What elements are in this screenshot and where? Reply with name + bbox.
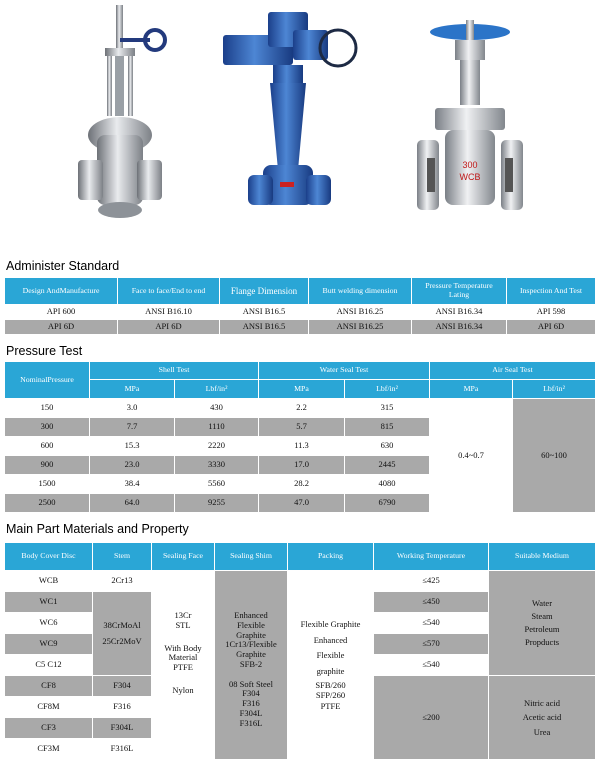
pressure-cell: 630 [345,437,429,455]
temp-cell: ≤540 [374,655,488,675]
temp-cell: ≤450 [374,592,488,612]
admin-cell: API 6D [118,320,219,334]
pressure-cell: 5.7 [259,418,344,436]
admin-cell: API 6D [5,320,117,334]
packing-cell [288,571,373,759]
pressure-cell: 2220 [175,437,258,455]
pressure-cell: 315 [345,399,429,417]
administer-standard-title: Administer Standard [6,259,120,273]
pressure-cell: 7.7 [90,418,174,436]
sealing-shim-line: F316 [242,698,260,709]
pressure-cell: 23.0 [90,456,174,474]
valve-marking-pressure: 300 [462,160,478,170]
pressure-cell: 3.0 [90,399,174,417]
pressure-cell: 2445 [345,456,429,474]
pressure-header-shell: Shell Test [90,362,258,379]
pressure-header-water-mpa: MPa [259,380,344,398]
pressure-cell: 3330 [175,456,258,474]
admin-header-pressure-temp: Pressure Temperature Lating [412,278,506,304]
medium-line: Nitric acid [523,697,561,708]
stem-cell: F316 [93,697,151,717]
sealing-shim-line: Graphite [236,649,266,660]
packing-line: PTFE [320,701,341,712]
pressure-cell: 28.2 [259,475,344,493]
pressure-cell: 6790 [345,494,429,512]
admin-cell: ANSI B16.25 [309,305,411,319]
packing-line: Flexible [316,650,345,661]
admin-header-face: Face to face/End to end [118,278,219,304]
stem-cell: F316L [93,739,151,759]
pressure-cell: 600 [5,437,89,455]
sealing-shim-cell [215,571,287,759]
sealing-shim-line: F304L [239,707,263,718]
packing-line: graphite [316,666,345,677]
pressure-header-shell-mpa: MPa [90,380,174,398]
pressure-cell: 9255 [175,494,258,512]
packing-line: SFB/260 [315,679,346,690]
sealing-face-line: With Body [164,642,202,653]
stem-cell: F304 [93,676,151,696]
medium-line: Propducts [525,637,559,648]
stem-cell: 25Cr2MoV [102,635,142,646]
pressure-cell: 47.0 [259,494,344,512]
medium-line: Urea [533,726,551,737]
pressure-header-shell-lbf: Lbf/in² [175,380,258,398]
air-seal-lbf-cell: 60~100 [513,399,595,512]
admin-cell: ANSI B16.25 [309,320,411,334]
packing-line: Enhanced [313,634,348,645]
materials-table [5,543,595,761]
sealing-shim-line: F304 [242,688,260,699]
pressure-cell: 64.0 [90,494,174,512]
materials-header-sealing-face: Sealing Face [152,543,214,570]
sealing-face-line: STL [175,619,191,630]
sealing-face-line: Nylon [172,684,194,695]
materials-header-stem: Stem [93,543,151,570]
materials-header-body: Body Cover Disc [5,543,92,570]
admin-cell: API 600 [5,305,117,319]
pressure-cell: 15.3 [90,437,174,455]
sealing-shim-line: SFB-2 [239,658,263,669]
pressure-header-water: Water Seal Test [259,362,429,379]
pressure-header-air: Air Seal Test [430,362,595,379]
pressure-test-title: Pressure Test [6,344,83,358]
body-cell: CF8M [5,697,92,717]
sealing-face-line: 13Cr [174,610,192,620]
medium-line: Petroleum [524,624,560,634]
pressure-header-water-lbf: Lbf/in² [345,380,429,398]
admin-cell: API 6D [507,320,595,334]
pressure-cell: 900 [5,456,89,474]
admin-header-design: Design AndManufacture [5,278,117,304]
medium-line: Water [531,597,553,608]
pressure-header-air-lbf: Lbf/in² [513,380,595,398]
sealing-shim-line: F316L [239,717,263,728]
pressure-cell: 38.4 [90,475,174,493]
temp-cell: ≤540 [374,613,488,633]
body-cell: WC6 [5,613,92,633]
pressure-cell: 1500 [5,475,89,493]
gate-valve-photo-1 [75,0,175,235]
sealing-face-cell [152,571,214,759]
pressure-cell: 2.2 [259,399,344,417]
pressure-header-nominal: NominalPressure [5,362,89,398]
stem-cell: 2Cr13 [93,571,151,591]
sealing-face-line: Material [168,652,198,663]
stem-cell: 38CrMoAl [103,619,141,630]
body-cell: CF3 [5,718,92,738]
pressure-cell: 2500 [5,494,89,512]
admin-cell: API 598 [507,305,595,319]
body-cell: WC1 [5,592,92,612]
sealing-shim-line: 08 Soft Steel [229,678,273,689]
pressure-cell: 815 [345,418,429,436]
admin-cell: ANSI B16.5 [220,305,308,319]
body-cell: WC9 [5,634,92,654]
admin-header-inspection: Inspection And Test [507,278,595,304]
body-cell: C5 C12 [5,655,92,675]
body-cell: CF3M [5,739,92,759]
sealing-face-line: PTFE [173,662,193,673]
air-seal-mpa-cell: 0.4~0.7 [430,399,512,512]
admin-header-flange: Flange Dimension [220,278,308,304]
medium-line: Steam [531,610,553,621]
admin-header-butt: Butt welding dimension [309,278,411,304]
pressure-cell: 4080 [345,475,429,493]
materials-header-sealing-shim: Sealing Shim [215,543,287,570]
temp-cell: ≤570 [374,634,488,654]
pressure-cell: 150 [5,399,89,417]
pressure-cell: 17.0 [259,456,344,474]
materials-header-medium: Suitable Medium [489,543,595,570]
admin-cell: ANSI B16.34 [412,305,506,319]
stem-cell: F304L [93,718,151,738]
valve-photo-strip [0,0,600,240]
packing-line: SFP/260 [315,690,346,701]
pressure-cell: 11.3 [259,437,344,455]
medium-cell-top [489,571,595,675]
admin-cell: ANSI B16.34 [412,320,506,334]
sealing-shim-line: Graphite [236,629,266,640]
pressure-header-air-mpa: MPa [430,380,512,398]
stem-merged-cell [93,592,151,675]
pressure-cell: 430 [175,399,258,417]
valve-marking-material: WCB [459,172,481,182]
gate-valve-photo-3 [415,0,525,235]
pressure-cell: 300 [5,418,89,436]
temp-cell: ≤200 [374,676,488,759]
body-cell: WCB [5,571,92,591]
temp-cell: ≤425 [374,571,488,591]
materials-header-packing: Packing [288,543,373,570]
materials-header-working-temp: Working Temperature [374,543,488,570]
medium-cell-bottom [489,676,595,759]
packing-line: Flexible Graphite [300,619,361,629]
sealing-shim-line: 1Cr13/Flexible [225,639,277,650]
gate-valve-photo-2 [218,0,358,235]
admin-cell: ANSI B16.5 [220,320,308,334]
pressure-cell: 5560 [175,475,258,493]
admin-cell: ANSI B16.10 [118,305,219,319]
administer-standard-table [5,278,595,336]
sealing-shim-line: Flexible [237,619,265,630]
body-cell: CF8 [5,676,92,696]
sealing-shim-line: Enhanced [234,610,268,620]
pressure-cell: 1110 [175,418,258,436]
medium-line: Acetic acid [522,712,562,723]
materials-title: Main Part Materials and Property [6,522,189,536]
pressure-test-table [5,362,595,514]
